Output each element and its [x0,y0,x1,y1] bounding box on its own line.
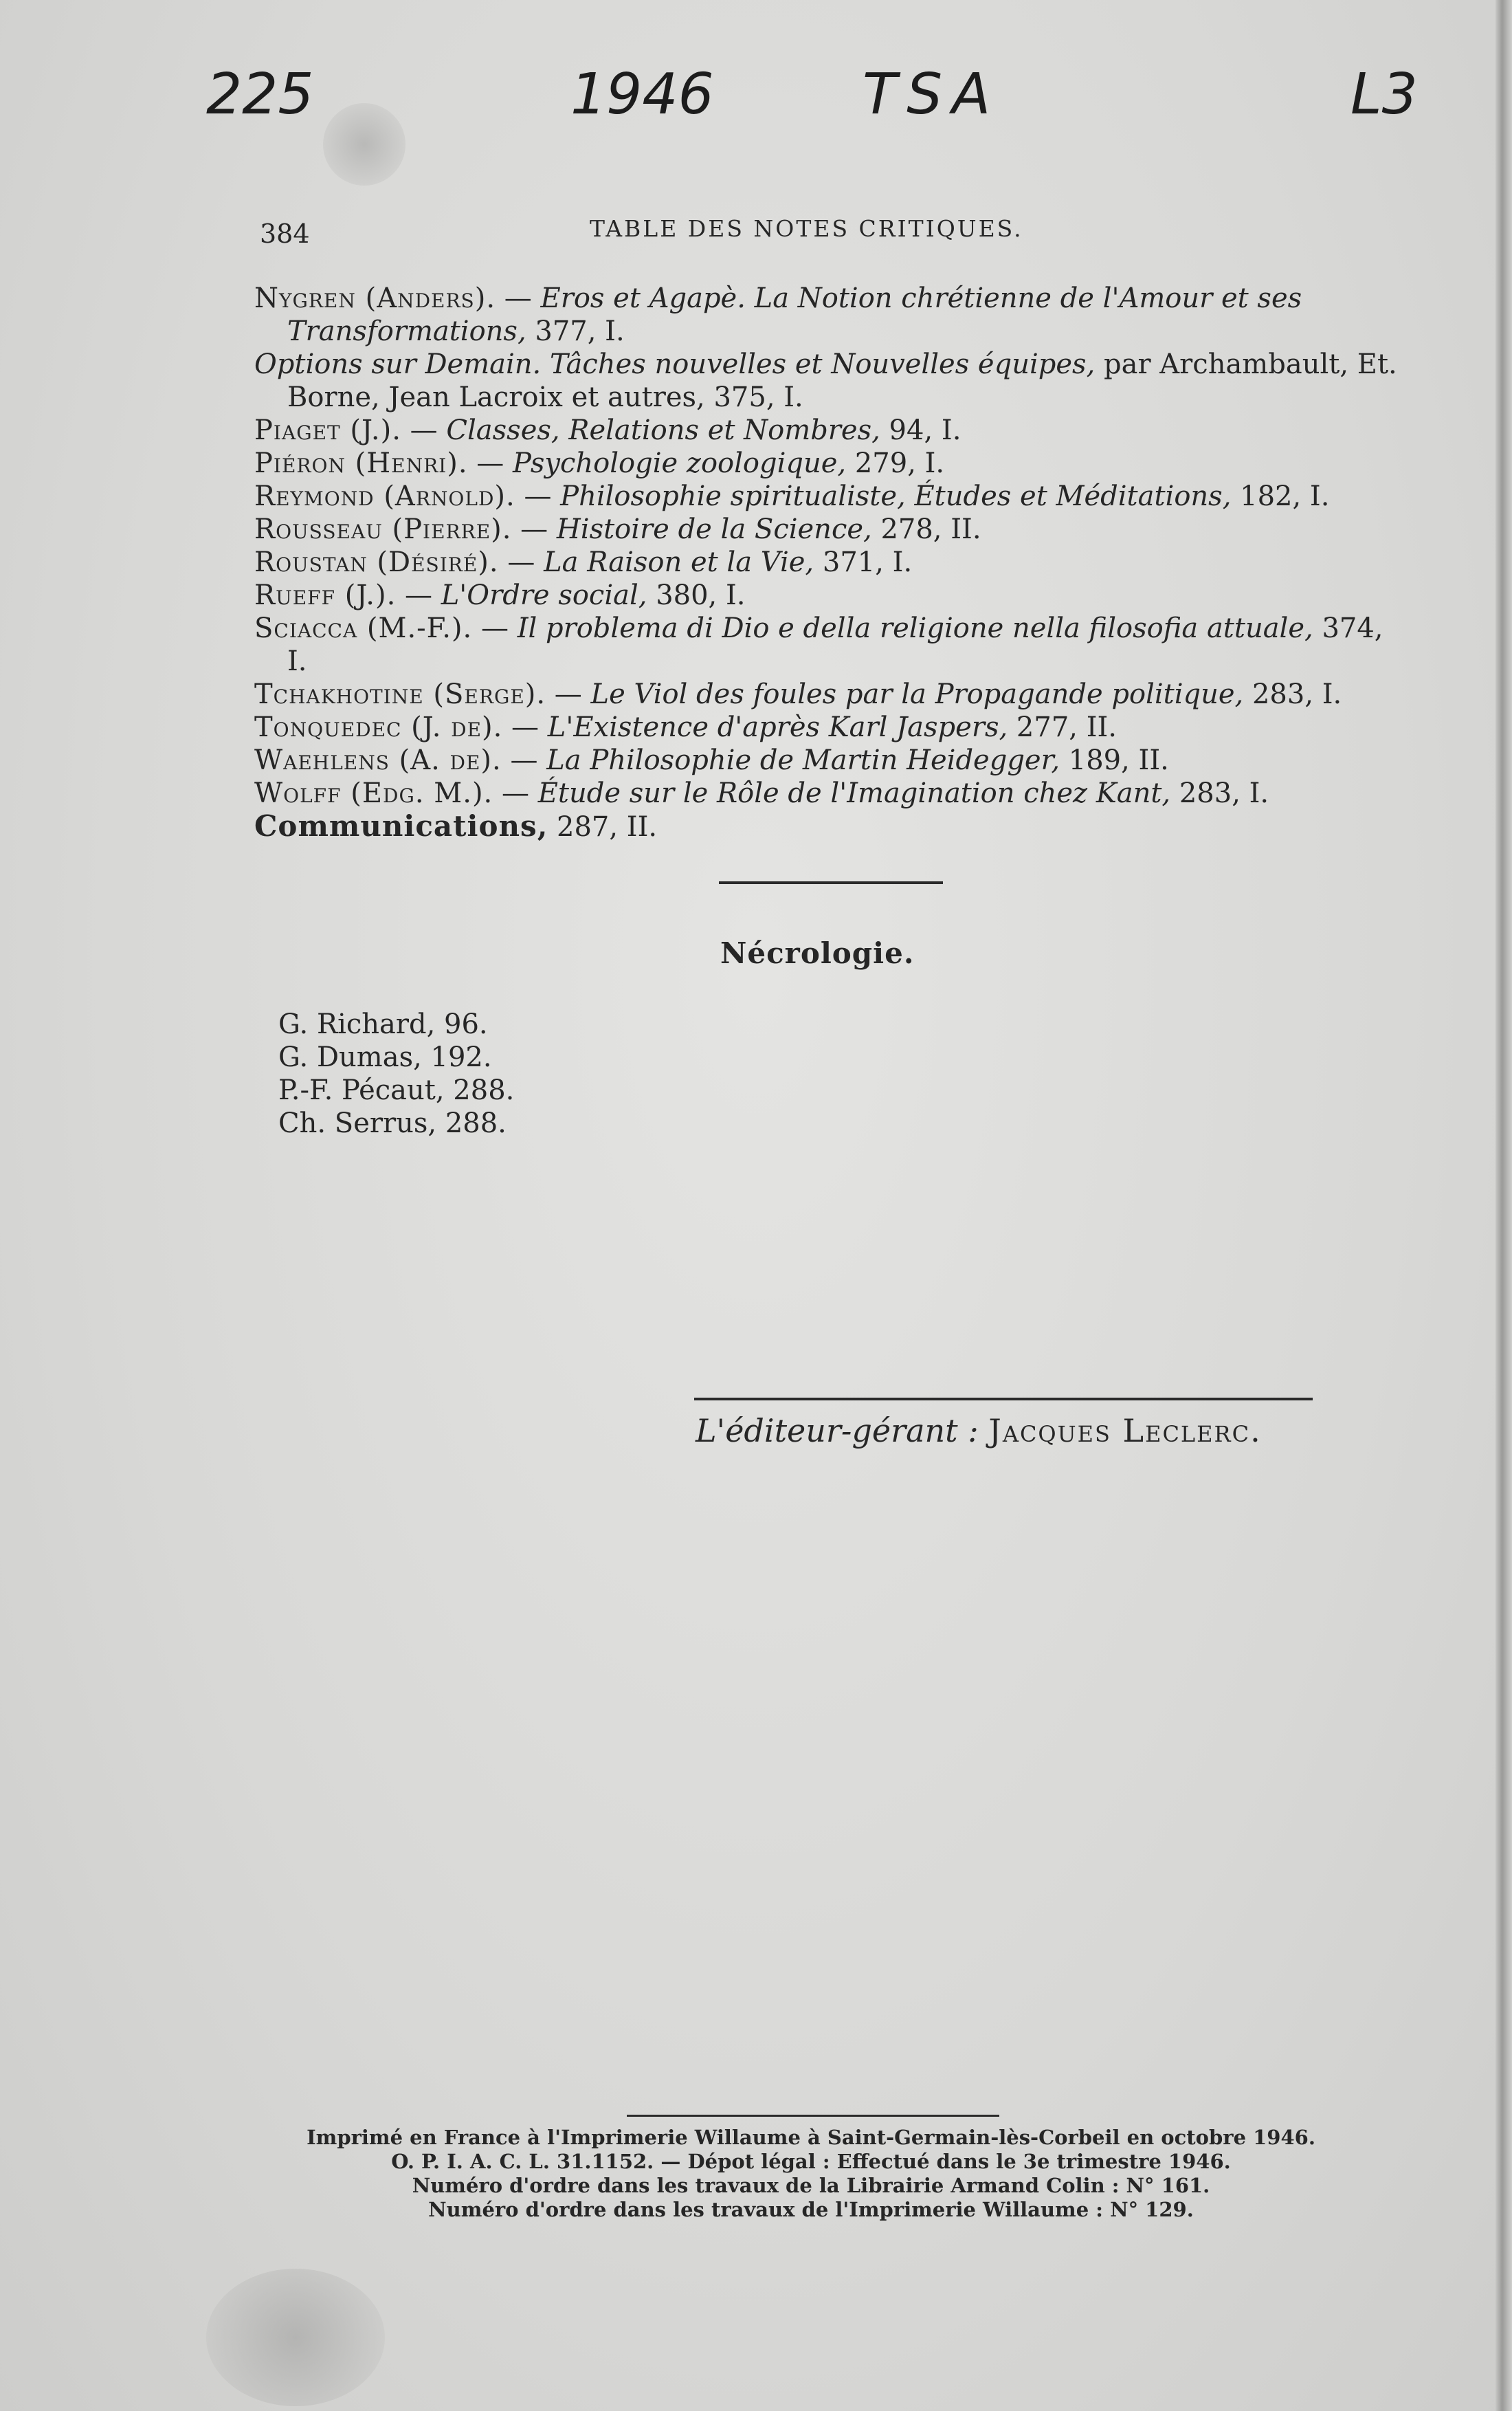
entry-reymond [254,480,1409,513]
entry-reference: 371, I. [814,547,913,578]
handwritten-note-3: TSA [863,62,1001,127]
entry-reference: par Archambault, Et. Borne, Jean Lacroix et autres, 375, I. [287,349,1397,413]
entry-wolff [254,777,1409,810]
entry-author: Roustan (Désiré). [254,547,499,578]
entry-tchakhotine [254,678,1409,711]
entry-author: Rueff (J.). [254,580,397,611]
entry-author: Sciacca (M.-F.). [254,613,473,644]
entry-reference: 283, I. [1243,679,1342,710]
printer-imprint [261,2126,1361,2222]
entry-reference: 377, I. [526,316,625,347]
entry-reference: 380, I. [647,580,746,611]
necrologie-item: G. Dumas, 192. [278,1042,492,1073]
handwritten-note-4: L3 [1350,62,1418,127]
entry-separator: — [498,547,544,578]
entry-options-sur-demain [254,348,1409,414]
necrologie-item: P.-F. Pécaut, 288. [278,1075,515,1106]
entry-separator: — [396,580,441,611]
entry-title: Philosophie spiritualiste, Études et Méditations, [560,481,1232,512]
necrologie-list [278,1008,514,1140]
editeur-name: Jacques Leclerc. [988,1412,1262,1449]
entry-title: Options sur Demain. Tâches nouvelles et Nouvelles équipes, [254,349,1096,380]
handwritten-note-1: 225 [206,62,314,127]
entry-reference: 279, I. [846,448,945,479]
entry-author: Rousseau (Pierre). [254,514,512,545]
editeur-gerant [696,1412,1262,1449]
entry-nygren [254,282,1409,348]
entry-rueff [254,579,1409,612]
section-divider [719,881,943,884]
entry-separator: — [496,283,541,314]
entry-reference: 189, II. [1060,745,1169,776]
entry-author: Wolff (Edg. M.). [254,778,493,809]
editeur-rule [694,1398,1313,1400]
entry-title: La Philosophie de Martin Heidegger, [546,745,1060,776]
smudge-top [323,103,405,186]
entry-author: Nygren (Anders). [254,283,496,314]
entry-title: Histoire de la Science, [556,514,872,545]
entry-title: Étude sur le Rôle de l'Imagination chez Kant, [537,778,1171,809]
entry-separator: — [502,712,548,743]
entry-title: L'Existence d'après Karl Jaspers, [547,712,1008,743]
entry-pieron [254,447,1409,480]
entry-reference: 283, I. [1170,778,1269,809]
entry-roustan [254,546,1409,579]
entry-title: L'Ordre social, [441,580,647,611]
necrologie-heading: Nécrologie. [720,936,915,970]
entry-author: Waehlens (A. de). [254,745,502,776]
imprint-line: Numéro d'ordre dans les travaux de la Librairie Armand Colin : N° 161. [412,2174,1210,2197]
smudge-bottom [206,2269,385,2406]
entry-rousseau [254,513,1409,546]
entry-piaget [254,414,1409,447]
running-title: TABLE DES NOTES CRITIQUES. [590,215,1023,242]
imprint-rule [627,2115,999,2117]
entry-title: Eros et Agapè. La Notion chrétienne de l'Amour et ses Transformations, [287,283,1302,347]
necrologie-item: Ch. Serrus, 288. [278,1108,507,1139]
bibliography-list [254,282,1409,844]
entry-separator: — [501,745,547,776]
necrologie-item: G. Richard, 96. [278,1009,488,1040]
imprint-line: O. P. I. A. C. L. 31.1152. — Dépot légal : Effectué dans le 3e trimestre 1946. [391,2150,1231,2173]
entry-reference: 278, II. [871,514,981,545]
entry-separator: — [493,778,538,809]
entry-waehlens [254,744,1409,777]
entry-author: Piéron (Henri). [254,448,468,479]
entry-title: Il problema di Dio e della religione nella filosofia attuale, [517,613,1313,644]
entry-reference: 182, I. [1231,481,1330,512]
entry-author: Piaget (J.). [254,415,401,446]
imprint-line: Numéro d'ordre dans les travaux de l'Imprimerie Willaume : N° 129. [428,2198,1194,2221]
imprint-line: Imprimé en France à l'Imprimerie Willaume à Saint-Germain-lès-Corbeil en octobre 1946. [307,2126,1315,2149]
entry-separator: — [515,481,561,512]
entry-separator: — [472,613,518,644]
handwritten-note-2: 1946 [570,62,714,127]
entry-reference: 277, II. [1008,712,1118,743]
entry-reference: 287, II. [548,811,658,843]
entry-reference: 374, I. [287,613,1383,677]
entry-separator: — [546,679,591,710]
entry-title: La Raison et la Vie, [544,547,814,578]
entry-tonquedec [254,711,1409,744]
entry-title: Le Viol des foules par la Propagande politique, [590,679,1244,710]
editeur-label: L'éditeur-gérant : [696,1412,979,1449]
page-edge-shadow [1496,0,1512,2411]
entry-reference: 94, I. [880,415,961,446]
entry-author: Communications, [254,809,548,843]
entry-author: Tonquedec (J. de). [254,712,503,743]
entry-separator: — [467,448,513,479]
entry-author: Tchakhotine (Serge). [254,679,546,710]
entry-author: Reymond (Arnold). [254,481,515,512]
entry-communications [254,810,1409,844]
entry-title: Psychologie zoologique, [513,448,847,479]
entry-sciacca [254,612,1409,678]
page-number: 384 [260,219,310,249]
entry-separator: — [511,514,557,545]
entry-separator: — [401,415,447,446]
entry-title: Classes, Relations et Nombres, [446,415,880,446]
